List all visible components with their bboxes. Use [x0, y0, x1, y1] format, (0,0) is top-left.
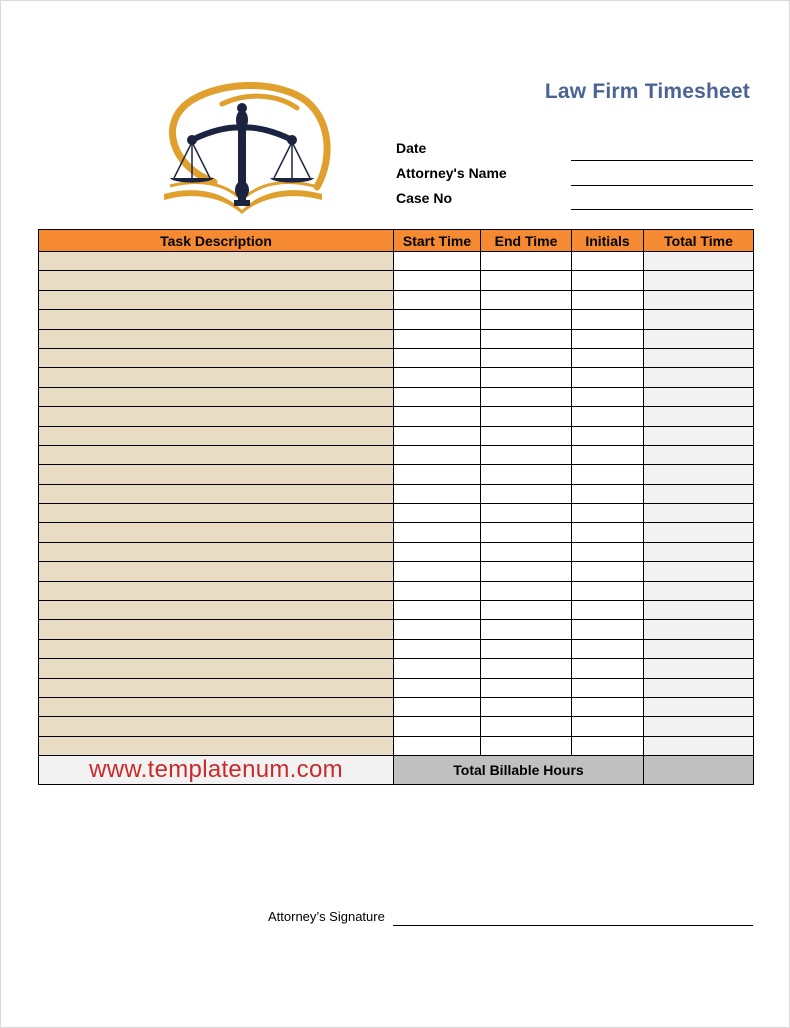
initials-cell[interactable] — [572, 368, 644, 387]
initials-cell[interactable] — [572, 329, 644, 348]
start-time-cell[interactable] — [394, 329, 481, 348]
end-time-cell[interactable] — [481, 329, 572, 348]
page-title: Law Firm Timesheet — [544, 80, 750, 103]
table-row — [39, 426, 754, 445]
timesheet-table — [38, 229, 754, 785]
task-description-cell[interactable] — [39, 271, 394, 290]
start-time-cell[interactable] — [394, 407, 481, 426]
task-description-cell[interactable] — [39, 523, 394, 542]
start-time-cell[interactable] — [394, 484, 481, 503]
end-time-cell[interactable] — [481, 639, 572, 658]
initials-cell[interactable] — [572, 717, 644, 736]
task-description-cell[interactable] — [39, 368, 394, 387]
table-row — [39, 407, 754, 426]
start-time-cell[interactable] — [394, 639, 481, 658]
task-description-cell[interactable] — [39, 678, 394, 697]
table-row — [39, 504, 754, 523]
end-time-cell[interactable] — [481, 581, 572, 600]
total-time-cell[interactable] — [644, 542, 754, 561]
attorney-name-field[interactable] — [571, 184, 753, 186]
end-time-cell[interactable] — [481, 387, 572, 406]
table-row — [39, 562, 754, 581]
end-time-cell[interactable] — [481, 310, 572, 329]
case-no-label: Case No — [396, 190, 453, 206]
total-time-cell[interactable] — [644, 620, 754, 639]
total-time-cell[interactable] — [644, 562, 754, 581]
table-row — [39, 697, 754, 716]
task-description-cell[interactable] — [39, 659, 394, 678]
total-time-cell[interactable] — [644, 504, 754, 523]
table-row — [39, 387, 754, 406]
table-row — [39, 736, 754, 755]
initials-cell[interactable] — [572, 678, 644, 697]
end-time-cell[interactable] — [481, 562, 572, 581]
end-time-cell[interactable] — [481, 697, 572, 716]
table-row — [39, 639, 754, 658]
end-time-cell[interactable] — [481, 445, 572, 464]
initials-cell[interactable] — [572, 465, 644, 484]
end-time-cell[interactable] — [481, 252, 572, 271]
total-time-cell[interactable] — [644, 252, 754, 271]
end-time-cell[interactable] — [481, 484, 572, 503]
end-time-cell[interactable] — [481, 271, 572, 290]
total-time-cell[interactable] — [644, 368, 754, 387]
total-time-cell[interactable] — [644, 736, 754, 755]
task-description-cell[interactable] — [39, 252, 394, 271]
column-header-end-time: End Time — [481, 230, 572, 252]
initials-cell[interactable] — [572, 426, 644, 445]
initials-cell[interactable] — [572, 407, 644, 426]
date-label: Date — [396, 140, 427, 156]
total-billable-hours-value[interactable] — [644, 756, 754, 785]
table-row — [39, 659, 754, 678]
task-description-cell[interactable] — [39, 736, 394, 755]
total-time-cell[interactable] — [644, 601, 754, 620]
total-time-cell[interactable] — [644, 271, 754, 290]
end-time-cell[interactable] — [481, 426, 572, 445]
total-time-cell[interactable] — [644, 581, 754, 600]
start-time-cell[interactable] — [394, 697, 481, 716]
total-time-cell[interactable] — [644, 659, 754, 678]
table-row — [39, 581, 754, 600]
total-time-cell[interactable] — [644, 523, 754, 542]
task-description-cell[interactable] — [39, 620, 394, 639]
initials-cell[interactable] — [572, 697, 644, 716]
table-row — [39, 329, 754, 348]
table-row — [39, 368, 754, 387]
task-description-cell[interactable] — [39, 601, 394, 620]
initials-cell[interactable] — [572, 581, 644, 600]
start-time-cell[interactable] — [394, 717, 481, 736]
task-description-cell[interactable] — [39, 717, 394, 736]
initials-cell[interactable] — [572, 387, 644, 406]
column-header-initials: Initials — [572, 230, 644, 252]
table-row — [39, 601, 754, 620]
task-description-cell[interactable] — [39, 445, 394, 464]
start-time-cell[interactable] — [394, 310, 481, 329]
start-time-cell[interactable] — [394, 368, 481, 387]
end-time-cell[interactable] — [481, 290, 572, 309]
initials-cell[interactable] — [572, 639, 644, 658]
total-time-cell[interactable] — [644, 717, 754, 736]
start-time-cell[interactable] — [394, 736, 481, 755]
total-time-cell[interactable] — [644, 639, 754, 658]
end-time-cell[interactable] — [481, 504, 572, 523]
total-time-cell[interactable] — [644, 465, 754, 484]
task-description-cell[interactable] — [39, 542, 394, 561]
initials-cell[interactable] — [572, 348, 644, 367]
column-header-start-time: Start Time — [394, 230, 481, 252]
attorney-name-label: Attorney's Name — [396, 165, 507, 181]
start-time-cell[interactable] — [394, 348, 481, 367]
end-time-cell[interactable] — [481, 465, 572, 484]
start-time-cell[interactable] — [394, 504, 481, 523]
scales-of-justice-icon — [152, 82, 332, 217]
task-description-cell[interactable] — [39, 504, 394, 523]
website-link[interactable]: www.templatenum.com — [39, 756, 394, 785]
start-time-cell[interactable] — [394, 678, 481, 697]
initials-cell[interactable] — [572, 271, 644, 290]
signature-label: Attorney’s Signature — [268, 909, 385, 924]
table-row — [39, 620, 754, 639]
task-description-cell[interactable] — [39, 562, 394, 581]
initials-cell[interactable] — [572, 601, 644, 620]
start-time-cell[interactable] — [394, 271, 481, 290]
end-time-cell[interactable] — [481, 678, 572, 697]
table-row — [39, 717, 754, 736]
total-time-cell[interactable] — [644, 407, 754, 426]
date-field[interactable] — [571, 159, 753, 161]
task-description-cell[interactable] — [39, 465, 394, 484]
column-header-task: Task Description — [39, 230, 394, 252]
total-time-cell[interactable] — [644, 387, 754, 406]
initials-cell[interactable] — [572, 310, 644, 329]
total-time-cell[interactable] — [644, 310, 754, 329]
total-time-cell[interactable] — [644, 484, 754, 503]
signature-field[interactable] — [393, 925, 753, 926]
initials-cell[interactable] — [572, 290, 644, 309]
end-time-cell[interactable] — [481, 659, 572, 678]
table-row — [39, 445, 754, 464]
initials-cell[interactable] — [572, 523, 644, 542]
initials-cell[interactable] — [572, 484, 644, 503]
case-no-field[interactable] — [571, 208, 753, 210]
end-time-cell[interactable] — [481, 348, 572, 367]
end-time-cell[interactable] — [481, 601, 572, 620]
task-description-cell[interactable] — [39, 310, 394, 329]
start-time-cell[interactable] — [394, 523, 481, 542]
table-row — [39, 542, 754, 561]
end-time-cell[interactable] — [481, 620, 572, 639]
start-time-cell[interactable] — [394, 659, 481, 678]
table-row — [39, 310, 754, 329]
task-description-cell[interactable] — [39, 639, 394, 658]
initials-cell[interactable] — [572, 542, 644, 561]
footer-row — [39, 756, 754, 785]
task-description-cell[interactable] — [39, 697, 394, 716]
total-time-cell[interactable] — [644, 329, 754, 348]
total-time-cell[interactable] — [644, 445, 754, 464]
start-time-cell[interactable] — [394, 620, 481, 639]
task-description-cell[interactable] — [39, 581, 394, 600]
table-row — [39, 271, 754, 290]
total-time-cell[interactable] — [644, 697, 754, 716]
start-time-cell[interactable] — [394, 562, 481, 581]
start-time-cell[interactable] — [394, 290, 481, 309]
start-time-cell[interactable] — [394, 465, 481, 484]
initials-cell[interactable] — [572, 620, 644, 639]
end-time-cell[interactable] — [481, 542, 572, 561]
total-time-cell[interactable] — [644, 290, 754, 309]
total-time-cell[interactable] — [644, 348, 754, 367]
column-header-total-time: Total Time — [644, 230, 754, 252]
table-row — [39, 290, 754, 309]
end-time-cell[interactable] — [481, 717, 572, 736]
table-row — [39, 484, 754, 503]
table-row — [39, 523, 754, 542]
initials-cell[interactable] — [572, 504, 644, 523]
end-time-cell[interactable] — [481, 523, 572, 542]
start-time-cell[interactable] — [394, 426, 481, 445]
start-time-cell[interactable] — [394, 387, 481, 406]
initials-cell[interactable] — [572, 659, 644, 678]
start-time-cell[interactable] — [394, 252, 481, 271]
initials-cell[interactable] — [572, 445, 644, 464]
task-description-cell[interactable] — [39, 348, 394, 367]
end-time-cell[interactable] — [481, 368, 572, 387]
total-time-cell[interactable] — [644, 426, 754, 445]
total-billable-hours-label: Total Billable Hours — [394, 756, 644, 785]
start-time-cell[interactable] — [394, 445, 481, 464]
table-row — [39, 252, 754, 271]
initials-cell[interactable] — [572, 736, 644, 755]
table-header-row — [39, 230, 754, 252]
end-time-cell[interactable] — [481, 736, 572, 755]
start-time-cell[interactable] — [394, 601, 481, 620]
table-row — [39, 348, 754, 367]
total-time-cell[interactable] — [644, 678, 754, 697]
task-description-cell[interactable] — [39, 387, 394, 406]
start-time-cell[interactable] — [394, 542, 481, 561]
initials-cell[interactable] — [572, 562, 644, 581]
initials-cell[interactable] — [572, 252, 644, 271]
task-description-cell[interactable] — [39, 290, 394, 309]
task-description-cell[interactable] — [39, 484, 394, 503]
task-description-cell[interactable] — [39, 426, 394, 445]
table-row — [39, 678, 754, 697]
start-time-cell[interactable] — [394, 581, 481, 600]
task-description-cell[interactable] — [39, 407, 394, 426]
end-time-cell[interactable] — [481, 407, 572, 426]
table-row — [39, 465, 754, 484]
task-description-cell[interactable] — [39, 329, 394, 348]
